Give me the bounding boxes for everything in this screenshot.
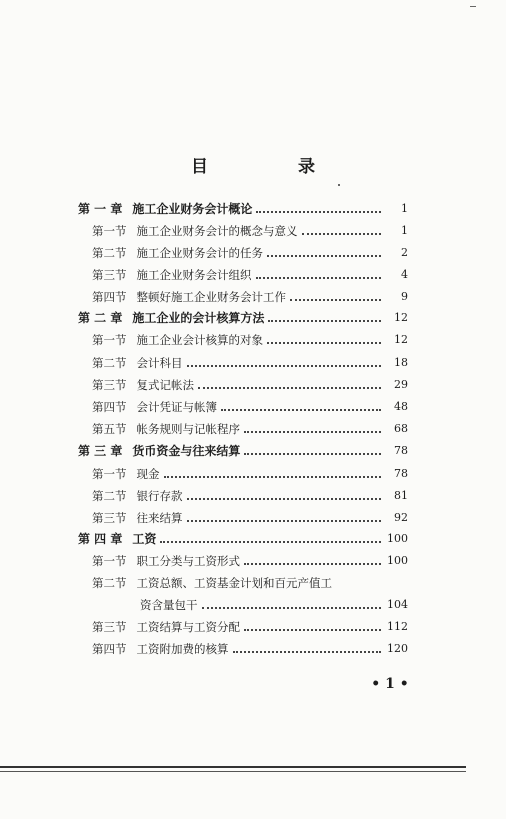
page-number: 12 bbox=[394, 311, 408, 324]
leader-dots bbox=[187, 488, 382, 500]
page-number: 9 bbox=[401, 290, 408, 303]
leader-dots bbox=[244, 443, 381, 455]
page-number: 120 bbox=[387, 642, 408, 655]
page-number: 4 bbox=[401, 268, 408, 281]
page-number: 18 bbox=[394, 356, 408, 369]
section-title: 现金 bbox=[136, 467, 160, 481]
section-label: 第五节 bbox=[92, 422, 127, 436]
toc-section bbox=[92, 372, 408, 392]
leader-dots bbox=[160, 531, 381, 543]
leader-dots bbox=[221, 399, 381, 411]
bottom-rule bbox=[0, 766, 466, 768]
section-label: 第四节 bbox=[92, 642, 127, 656]
leader-dots bbox=[268, 310, 381, 322]
leader-dots bbox=[244, 553, 381, 565]
leader-dots bbox=[164, 466, 382, 478]
scan-speck bbox=[338, 184, 340, 186]
section-title: 施工企业财务会计组织 bbox=[136, 268, 252, 282]
section-label: 第一节 bbox=[92, 224, 127, 238]
toc-chapter-1 bbox=[78, 196, 408, 216]
leader-dots bbox=[256, 267, 382, 279]
toc-section bbox=[92, 262, 408, 282]
chapter-label: 第 三 章 bbox=[78, 444, 123, 458]
section-title: 整顿好施工企业财务会计工作 bbox=[136, 290, 286, 304]
section-label: 第一节 bbox=[92, 554, 127, 568]
page-title: 目 录 bbox=[191, 157, 357, 177]
page-number: 68 bbox=[394, 422, 408, 435]
leader-dots bbox=[233, 641, 382, 653]
page-number: 48 bbox=[394, 400, 408, 413]
section-title: 银行存款 bbox=[136, 489, 183, 503]
page-number: 78 bbox=[394, 444, 408, 457]
section-title: 帐务规则与记帐程序 bbox=[136, 422, 240, 436]
toc-chapter-2 bbox=[78, 305, 408, 325]
section-label: 第四节 bbox=[92, 290, 127, 304]
chapter-label: 第 一 章 bbox=[78, 202, 123, 216]
toc-section bbox=[92, 461, 408, 481]
leader-dots bbox=[187, 510, 382, 522]
chapter-label: 第 四 章 bbox=[78, 532, 123, 546]
page-number: 29 bbox=[394, 378, 408, 391]
section-label: 第二节 bbox=[92, 576, 127, 590]
leader-dots bbox=[302, 223, 382, 235]
toc-section bbox=[92, 548, 408, 568]
section-title: 往来结算 bbox=[136, 511, 183, 525]
section-title: 工资附加费的核算 bbox=[136, 642, 229, 656]
section-label: 第三节 bbox=[92, 268, 127, 282]
section-label: 第二节 bbox=[92, 356, 127, 370]
page-number: 112 bbox=[387, 620, 408, 633]
leader-dots bbox=[256, 201, 381, 213]
chapter-title: 施工企业财务会计概论 bbox=[132, 202, 253, 216]
section-title: 施工企业会计核算的对象 bbox=[136, 333, 263, 347]
chapter-label: 第 二 章 bbox=[78, 311, 123, 325]
leader-dots bbox=[202, 597, 382, 609]
page-footer-number: • 1 • bbox=[371, 676, 409, 692]
section-label: 第二节 bbox=[92, 489, 127, 503]
leader-dots bbox=[244, 421, 381, 433]
section-label: 第二节 bbox=[92, 246, 127, 260]
page-number: 1 bbox=[401, 224, 408, 237]
page-number: 100 bbox=[387, 532, 408, 545]
section-title: 复式记帐法 bbox=[136, 378, 194, 392]
leader-dots bbox=[267, 332, 381, 344]
section-title: 工资结算与工资分配 bbox=[136, 620, 240, 634]
leader-dots bbox=[244, 619, 381, 631]
section-title: 工资总额、工资基金计划和百元产值工 bbox=[136, 576, 332, 590]
bottom-rule-thin bbox=[0, 771, 466, 772]
leader-dots bbox=[267, 245, 381, 257]
toc-section bbox=[92, 416, 408, 436]
page-number: 78 bbox=[394, 467, 408, 480]
section-title: 会计科目 bbox=[136, 356, 183, 370]
section-title: 施工企业财务会计的任务 bbox=[136, 246, 263, 260]
page-number: 92 bbox=[394, 511, 408, 524]
section-label: 第三节 bbox=[92, 511, 127, 525]
toc-section bbox=[92, 505, 408, 525]
section-title: 会计凭证与帐簿 bbox=[136, 400, 217, 414]
section-label: 第三节 bbox=[92, 378, 127, 392]
page-number: 81 bbox=[394, 489, 408, 502]
toc-section bbox=[92, 614, 408, 634]
page-number: 104 bbox=[387, 598, 408, 611]
page-number: 100 bbox=[387, 554, 408, 567]
leader-dots bbox=[290, 289, 381, 301]
section-title: 职工分类与工资形式 bbox=[136, 554, 240, 568]
toc-section bbox=[92, 240, 408, 260]
toc-section bbox=[92, 284, 408, 304]
section-label: 第一节 bbox=[92, 333, 127, 347]
page-number: 2 bbox=[401, 246, 408, 259]
toc-chapter-3 bbox=[78, 438, 408, 458]
toc-chapter-4 bbox=[78, 526, 408, 546]
page-number: 1 bbox=[401, 202, 408, 215]
toc-section bbox=[92, 218, 408, 238]
scan-speck bbox=[470, 6, 476, 7]
section-title: 施工企业财务会计的概念与意义 bbox=[136, 224, 298, 238]
toc-section bbox=[92, 394, 408, 414]
chapter-title: 货币资金与往来结算 bbox=[132, 444, 241, 458]
toc-section-continuation bbox=[140, 592, 408, 612]
toc-section bbox=[92, 327, 408, 347]
section-label: 第四节 bbox=[92, 400, 127, 414]
section-title-continuation: 资含量包干 bbox=[140, 598, 198, 612]
toc-section bbox=[92, 636, 408, 656]
leader-dots bbox=[198, 377, 381, 389]
section-label: 第一节 bbox=[92, 467, 127, 481]
chapter-title: 施工企业的会计核算方法 bbox=[132, 311, 265, 325]
page-number: 12 bbox=[394, 333, 408, 346]
chapter-title: 工资 bbox=[132, 532, 157, 546]
leader-dots bbox=[187, 355, 382, 367]
toc-section bbox=[92, 483, 408, 503]
section-label: 第三节 bbox=[92, 620, 127, 634]
toc-section bbox=[92, 570, 408, 590]
toc-section bbox=[92, 350, 408, 370]
